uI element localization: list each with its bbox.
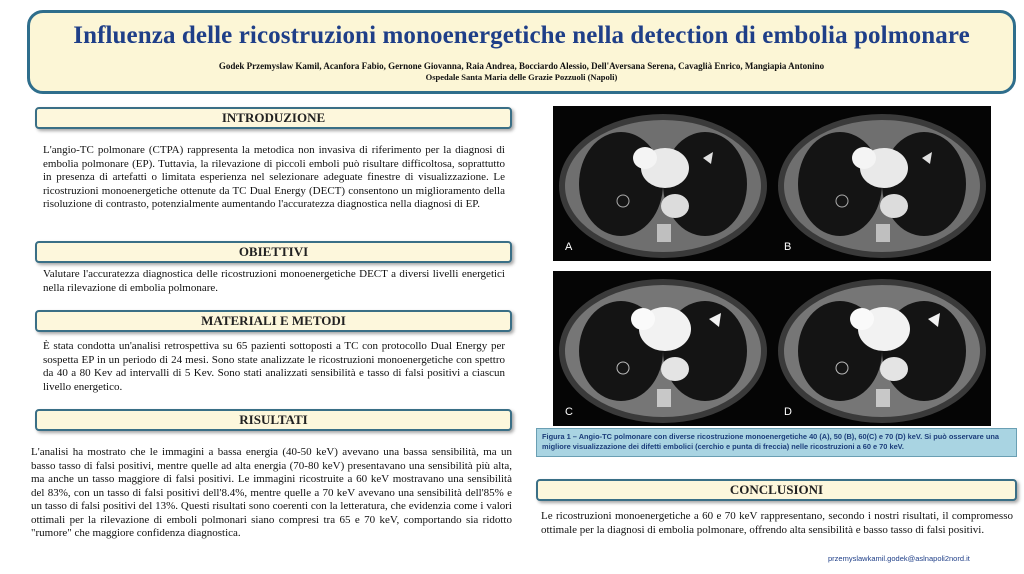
- introduzione-text: L'angio-TC polmonare (CTPA) rappresenta la metodica non invasiva di riferimento per la diagnosi di embolia polmonare (EP). Tuttavia, la rilevazione di piccoli emboli può risultare difficoltosa, soprattutto in presenza di artefatti o limitata esperienza nel selezionare adeguate finestre di visualizzazione. Le ricostruzioni monoenergetiche ottenute da TC Dual Energy (DECT) consentono un miglioramento della risoluzione di contrasto, potenzialmente aumentando l'accuratezza diagnostica nella diagnosi di EP.: [43, 144, 505, 210]
- obiettivi-text: Valutare l'accuratezza diagnostica delle ricostruzioni monoenergetiche DECT a diversi livelli energetici nella rilevazione di embolia polmonare.: [43, 268, 505, 294]
- ct-panel-d: [772, 271, 991, 426]
- contact-email: przemyslawkamil.godek@aslnapoli2nord.it: [828, 554, 970, 563]
- panel-label-d: D: [784, 406, 792, 418]
- ct-scan-image: [772, 271, 991, 426]
- obiettivi-heading: OBIETTIVI: [35, 241, 512, 263]
- figure-caption: Figura 1 – Angio-TC polmonare con diverse ricostruzione monoenergetiche 40 (A), 50 (B), 60(C) e 70 (D) keV. Si può osservare una migliore visualizzazione dei difetti embolici (cerchio e punta di freccia) nelle ricostruzioni a 60 e 70 keV.: [536, 428, 1017, 457]
- ct-scan-image: [553, 271, 772, 426]
- poster-header: [27, 10, 1016, 94]
- risultati-text: L'analisi ha mostrato che le immagini a bassa energia (40-50 keV) avevano una bassa sensibilità, ma un basso tasso di falsi positivi, mentre quelle ad alta energia (70-80 keV) presentavano una sensibilità più alta, ma anche un tasso maggiore di falsi positivi. Le immagini ricostruite a 60 keV mostravano una sensibilità del 83%, con un tasso di falsi positivi dell'8.4%, mentre quelle a 70 keV avevano una sensibilità dell'85% e un tasso di falsi positivi del 13%. Questi risultati sono coerenti con la letteratura, che evidenzia come i valori ottimali per la rilevazione di emboli polmonari siano compresi tra 65 e 70 keV, comportando sia ridotto "rumore" che maggiore confidenza diagnostica.: [31, 446, 512, 539]
- ct-figure: [553, 106, 991, 426]
- conclusioni-text: Le ricostruzioni monoenergetiche a 60 e 70 keV rappresentano, secondo i nostri risultati, il compromesso ottimale per la diagnosi di embolia polmonare, offrendo alta sensibilità e basso tasso di falsi positivi.: [541, 510, 1013, 536]
- introduzione-heading: INTRODUZIONE: [35, 107, 512, 129]
- authors-line: Godek Przemyslaw Kamil, Acanfora Fabio, Gernone Giovanna, Raia Andrea, Bocciardo Alessio, Dell'Aversana Serena, Cavaglià Enrico, Mangiapia Antonino: [218, 61, 825, 71]
- hospital-line: Ospedale Santa Maria delle Grazie Pozzuoli (Napoli): [425, 72, 618, 82]
- ct-panel-b: [772, 106, 991, 261]
- ct-scan-image: [772, 106, 991, 261]
- ct-panel-c: [553, 271, 772, 426]
- panel-label-b: B: [784, 241, 792, 253]
- ct-scan-image: [553, 106, 772, 261]
- conclusioni-heading: CONCLUSIONI: [536, 479, 1017, 501]
- poster-title: Influenza delle ricostruzioni monoenergetiche nella detection di embolia polmonare: [73, 22, 970, 49]
- materiali-heading: MATERIALI E METODI: [35, 310, 512, 332]
- ct-panel-a: [553, 106, 772, 261]
- risultati-heading: RISULTATI: [35, 409, 512, 431]
- materiali-text: È stata condotta un'analisi retrospettiva su 65 pazienti sottoposti a TC con protocollo Dual Energy per sospetta EP in un periodo di 24 mesi. Sono state analizzate le ricostruzioni monoenergetiche con spettro da 40 a 80 Kev ad intervalli di 5 Kev. Sono stati analizzati sensibilità e tasso di falsi positivi a ciascun livello energetico.: [43, 340, 505, 393]
- panel-label-c: C: [565, 406, 573, 418]
- panel-label-a: A: [565, 241, 573, 253]
